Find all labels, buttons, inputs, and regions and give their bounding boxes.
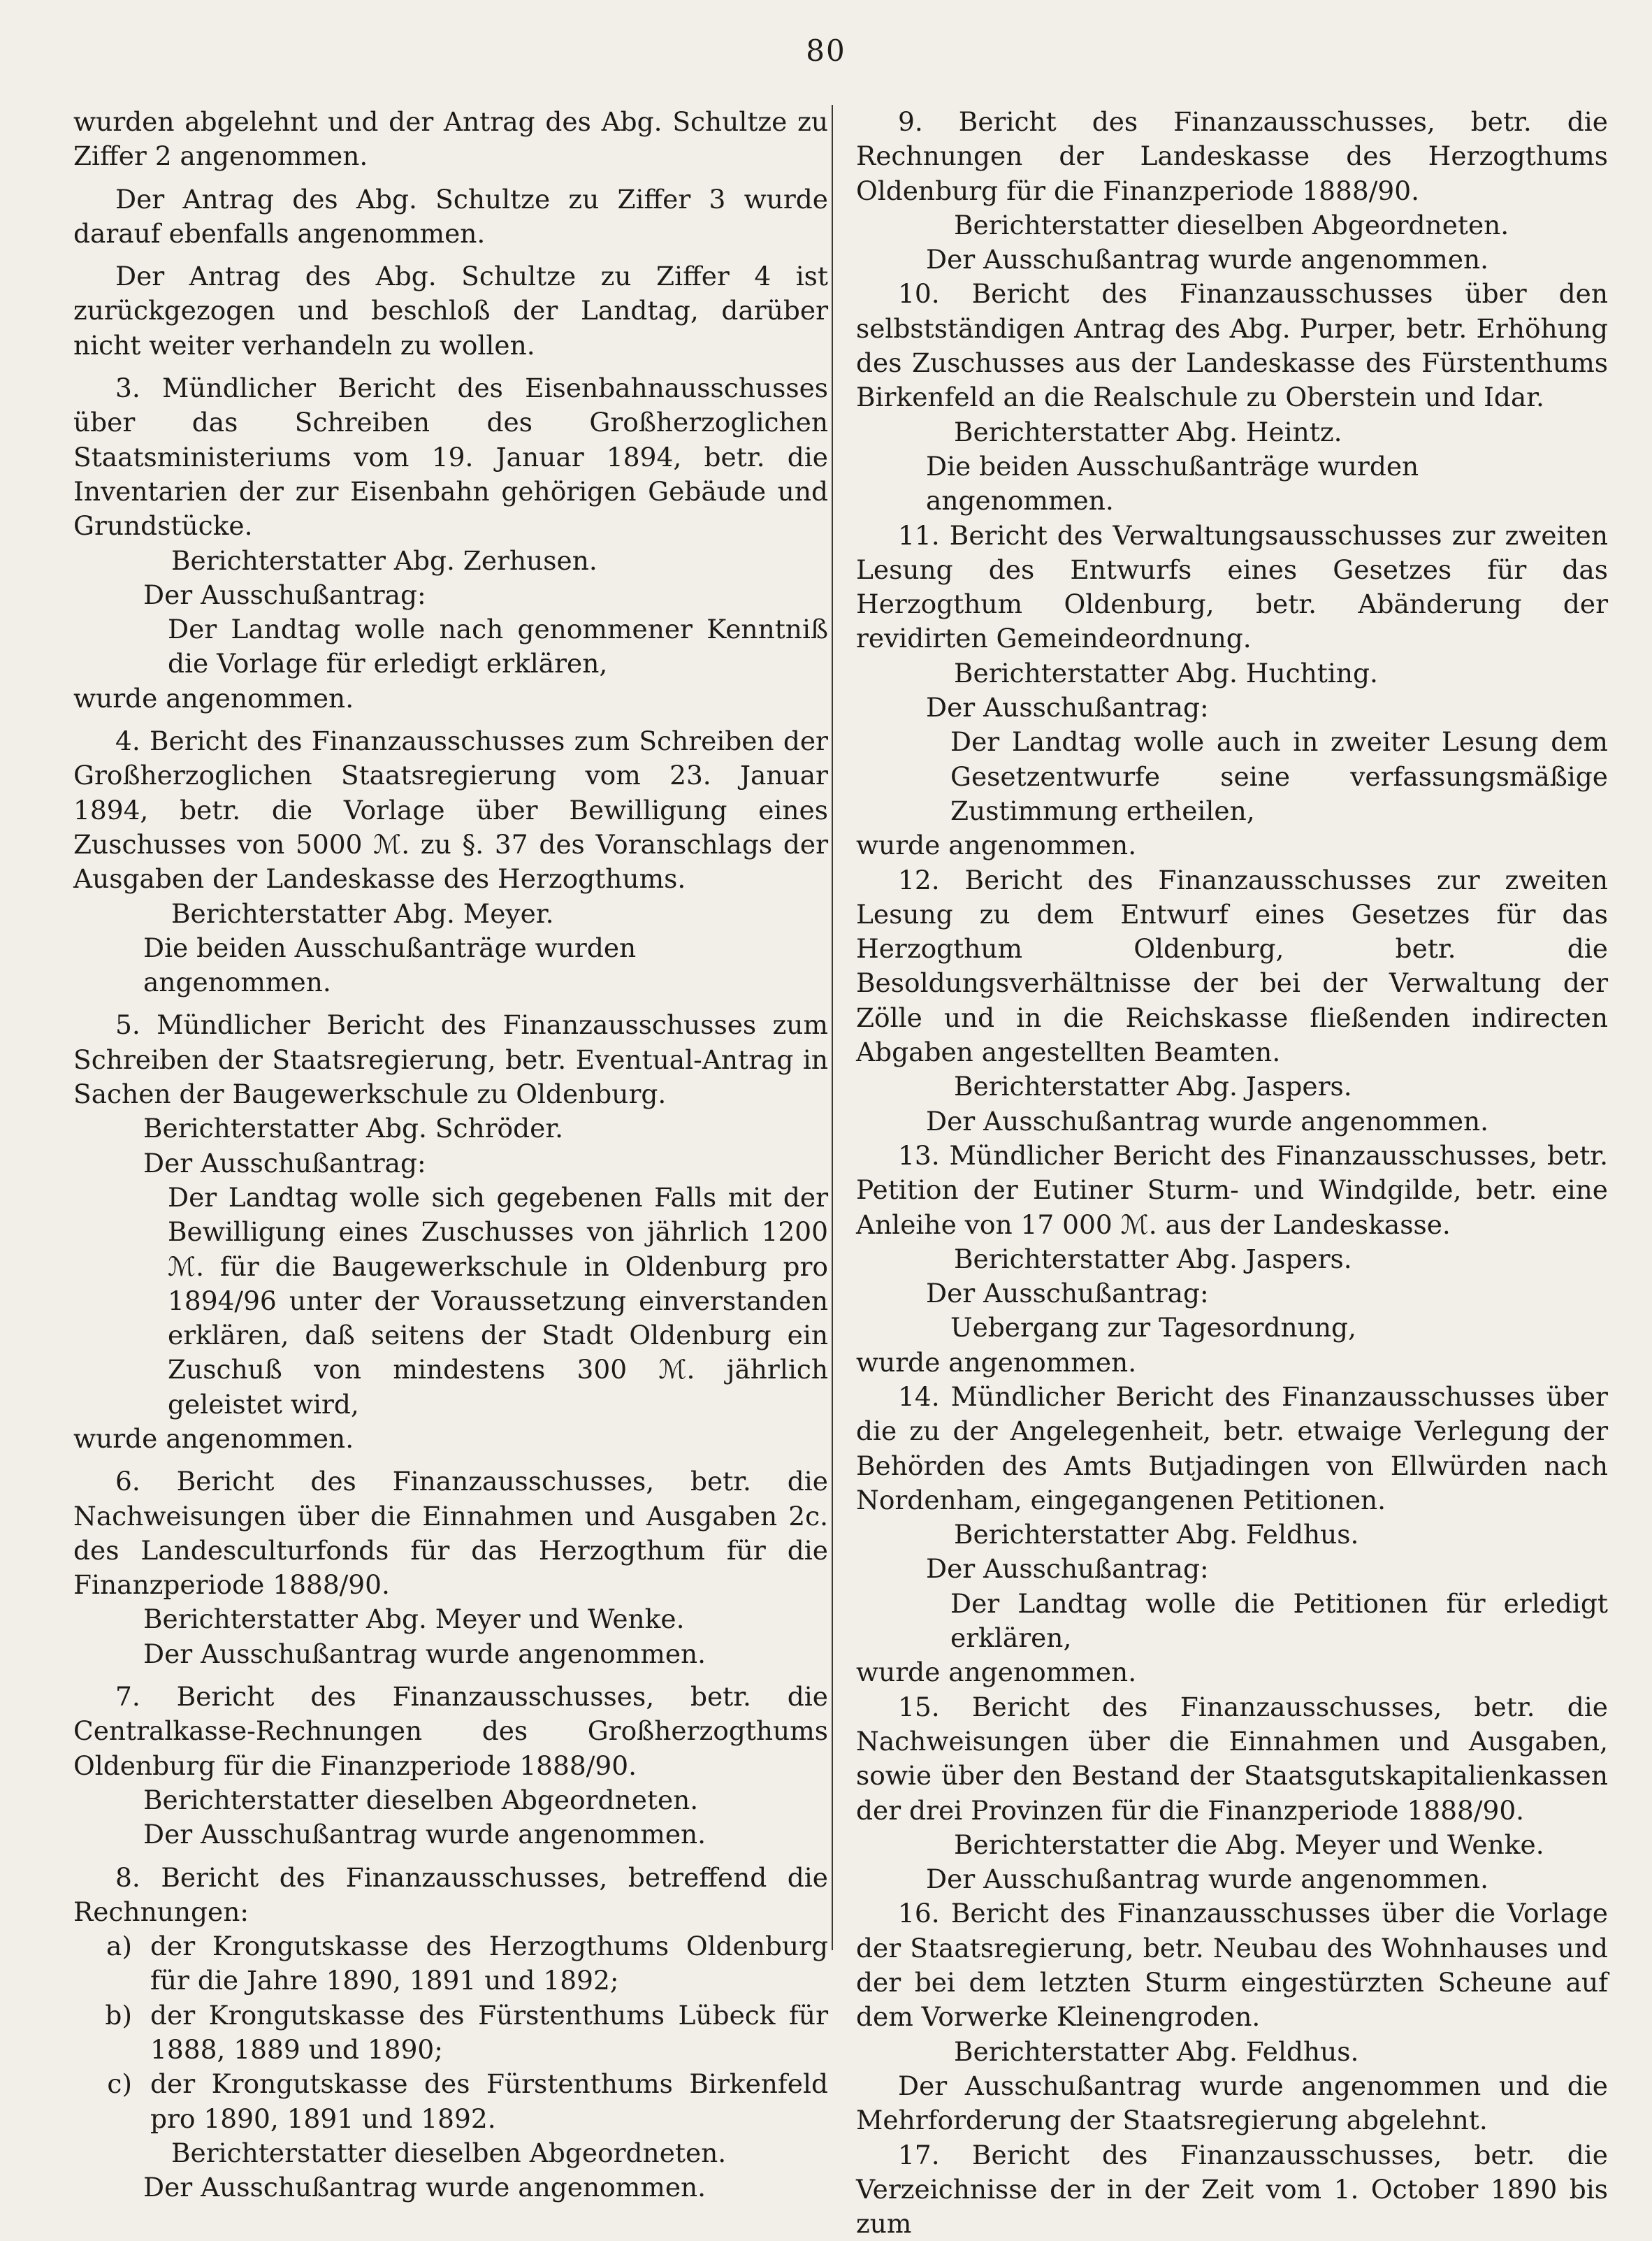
item-14-label: Der Ausschußantrag: — [926, 1553, 1209, 1585]
item-11-reporter: Berichterstatter Abg. Huchting. — [954, 657, 1378, 689]
item-16-text: 16. Bericht des Finanzausschusses über die Vorlage der Staatsregierung, betr. Neubau des Wohnhauses und der bei dem letzten Sturm eingestürzten Scheune auf dem Vorwerke Kleinengroden. — [856, 1898, 1608, 2033]
item-8-sub-a — [73, 1929, 828, 1998]
item-3-label: Der Ausschußantrag: — [143, 579, 426, 610]
item-16-result: Der Ausschußantrag wurde angenommen und die Mehrforderung der Staatsregierung abgelehnt. — [856, 2070, 1608, 2136]
item-3-result: wurde angenommen. — [73, 682, 354, 714]
paragraph: Der Antrag des Abg. Schultze zu Ziffer 3 wurde darauf ebenfalls angenommen. — [73, 183, 828, 249]
item-10-text: 10. Bericht des Finanzausschusses über den selbstständigen Antrag des Abg. Purper, betr. Erhöhung des Zuschusses aus der Landeskasse des Fürstenthums Birkenfeld an die Realschule zu Oberstein und Idar. — [856, 278, 1608, 413]
item-10-reporter: Berichterstatter Abg. Heintz. — [954, 416, 1342, 447]
item-6-text: 6. Bericht des Finanzausschusses, betr. die Nachweisungen über die Einnahmen und Ausgaben 2c. des Landesculturfonds für das Herzogthum für die Finanzperiode 1888/90. — [73, 1466, 828, 1601]
item-13-result: wurde angenommen. — [856, 1346, 1137, 1378]
item-8-sub-b — [73, 1998, 828, 2068]
item-9-result: Der Ausschußantrag wurde angenommen. — [926, 244, 1489, 275]
item-12-result: Der Ausschußantrag wurde angenommen. — [926, 1105, 1489, 1137]
sub-text: der Krongutskasse des Fürstenthums Lübeck für 1888, 1889 und 1890; — [150, 1999, 828, 2066]
item-13-reporter: Berichterstatter Abg. Jaspers. — [954, 1243, 1352, 1274]
item-4-text: 4. Bericht des Finanzausschusses zum Schreiben der Großherzoglichen Staatsregierung vom 23. Januar 1894, betr. die Vorlage über Bewilligung eines Zuschusses von 5000 ℳ. zu §. 37 des Voranschlags der Ausgaben der Landeskasse des Herzogthums. — [73, 726, 828, 895]
item-11-motion: Der Landtag wolle auch in zweiter Lesung dem Gesetzentwurfe seine verfassungsmäßige Zustimmung ertheilen, — [950, 726, 1608, 826]
page-number: 80 — [806, 34, 846, 68]
item-13-motion: Uebergang zur Tagesordnung, — [950, 1312, 1356, 1343]
item-12-reporter: Berichterstatter Abg. Jaspers. — [954, 1071, 1352, 1102]
item-7-text: 7. Bericht des Finanzausschusses, betr. die Centralkasse-Rechnungen des Großherzogthums Oldenburg für die Finanzperiode 1888/90. — [73, 1681, 828, 1781]
sub-mark: a) — [106, 1931, 132, 1962]
item-5-text: 5. Mündlicher Bericht des Finanzausschusses zum Schreiben der Staatsregierung, betr. Eventual-Antrag in Sachen der Baugewerkschule zu Oldenburg. — [73, 1009, 828, 1110]
item-11-result: wurde angenommen. — [856, 830, 1137, 861]
item-9-text: 9. Bericht des Finanzausschusses, betr. die Rechnungen der Landeskasse des Herzogthums Oldenburg für die Finanzperiode 1888/90. — [856, 106, 1608, 206]
item-14-motion: Der Landtag wolle die Petitionen für erledigt erklären, — [950, 1587, 1608, 1654]
item-8-text: 8. Bericht des Finanzausschusses, betreffend die Rechnungen: — [73, 1861, 828, 1927]
item-10-result: Die beiden Ausschußanträge wurden angenommen. — [926, 450, 1419, 517]
item-13-label: Der Ausschußantrag: — [926, 1278, 1209, 1309]
item-15-text: 15. Bericht des Finanzausschusses, betr. die Nachweisungen über die Einnahmen und Ausgaben, sowie über den Bestand der Staatsgutskapitalienkassen der drei Provinzen für die Finanzperiode 1888/90. — [856, 1691, 1608, 1826]
item-7-reporter: Berichterstatter dieselben Abgeordneten. — [143, 1784, 699, 1815]
item-15-result: Der Ausschußantrag wurde angenommen. — [926, 1864, 1489, 1895]
right-column — [856, 105, 1608, 2241]
item-6-result: Der Ausschußantrag wurde angenommen. — [143, 1638, 707, 1669]
item-17-text: 17. Bericht des Finanzausschusses, betr. die Verzeichnisse der in der Zeit vom 1. October 1890 bis zum — [856, 2139, 1608, 2240]
item-5-motion: Der Landtag wolle sich gegebenen Falls mit der Bewilligung eines Zuschusses von jährlich 1200 ℳ. für die Baugewerkschule in Oldenburg pro 1894/96 unter der Voraussetzung einverstanden erklären, daß seitens der Stadt Oldenburg ein Zuschuß von mindestens 300 ℳ. jährlich geleistet wird, — [168, 1181, 828, 1420]
item-13-text: 13. Mündlicher Bericht des Finanzausschusses, betr. Petition der Eutiner Sturm- und Windgilde, betr. eine Anleihe von 17 000 ℳ. aus der Landeskasse. — [856, 1139, 1608, 1240]
item-6-reporter: Berichterstatter Abg. Meyer und Wenke. — [143, 1604, 685, 1635]
sub-text: der Krongutskasse des Herzogthums Oldenburg für die Jahre 1890, 1891 und 1892; — [150, 1931, 828, 1996]
paragraph: wurden abgelehnt und der Antrag des Abg. Schultze zu Ziffer 2 angenommen. — [73, 106, 828, 172]
item-3-text: 3. Mündlicher Bericht des Eisenbahnausschusses über das Schreiben des Großherzoglichen Staatsministeriums vom 19. Januar 1894, betr. die Inventarien der zur Eisenbahn gehörigen Gebäude und Grundstücke. — [73, 373, 828, 542]
item-8-sub-c — [73, 2067, 828, 2136]
item-8-reporter: Berichterstatter dieselben Abgeordneten. — [171, 2137, 727, 2168]
item-14-reporter: Berichterstatter Abg. Feldhus. — [954, 1519, 1359, 1550]
item-5-reporter: Berichterstatter Abg. Schröder. — [143, 1113, 564, 1144]
item-11-text: 11. Bericht des Verwaltungsausschusses zur zweiten Lesung des Entwurfs eines Gesetzes für das Herzogthum Oldenburg, betr. Abänderung der revidirten Gemeindeordnung. — [856, 519, 1608, 654]
column-divider — [832, 105, 833, 1950]
item-14-text: 14. Mündlicher Bericht des Finanzausschusses über die zu der Angelegenheit, betr. etwaige Verlegung der Behörden des Amts Butjadingen von Ellwürden nach Nordenham, eingegangenen Petitionen. — [856, 1381, 1608, 1515]
item-4-result: Die beiden Ausschußanträge wurden angenommen. — [143, 932, 637, 998]
paragraph: Der Antrag des Abg. Schultze zu Ziffer 4 ist zurückgezogen und beschloß der Landtag, darüber nicht weiter verhandeln zu wollen. — [73, 261, 828, 361]
item-8-result: Der Ausschußantrag wurde angenommen. — [143, 2172, 707, 2203]
item-9-reporter: Berichterstatter dieselben Abgeordneten. — [954, 209, 1509, 240]
item-5-result: wurde angenommen. — [73, 1422, 354, 1454]
item-3-reporter: Berichterstatter Abg. Zerhusen. — [171, 545, 597, 576]
item-5-label: Der Ausschußantrag: — [143, 1147, 426, 1179]
sub-text: der Krongutskasse des Fürstenthums Birkenfeld pro 1890, 1891 und 1892. — [150, 2068, 828, 2134]
item-11-label: Der Ausschußantrag: — [926, 692, 1209, 723]
item-12-text: 12. Bericht des Finanzausschusses zur zweiten Lesung zu dem Entwurf eines Gesetzes für das Herzogthum Oldenburg, betr. die Besoldungsverhältnisse der bei der Verwaltung der Zölle und in die Reichskasse fließenden indirecten Abgaben angestellten Beamten. — [856, 864, 1608, 1068]
sub-mark: b) — [105, 1999, 132, 2031]
item-3-motion: Der Landtag wolle nach genommener Kenntniß die Vorlage für erledigt erklären, — [168, 614, 828, 679]
left-column — [73, 105, 828, 2205]
item-16-reporter: Berichterstatter Abg. Feldhus. — [954, 2035, 1359, 2067]
item-7-result: Der Ausschußantrag wurde angenommen. — [143, 1819, 707, 1850]
item-15-reporter: Berichterstatter die Abg. Meyer und Wenke. — [954, 1829, 1544, 1860]
item-4-reporter: Berichterstatter Abg. Meyer. — [171, 898, 554, 929]
sub-mark: c) — [107, 2068, 132, 2100]
item-14-result: wurde angenommen. — [856, 1657, 1137, 1688]
